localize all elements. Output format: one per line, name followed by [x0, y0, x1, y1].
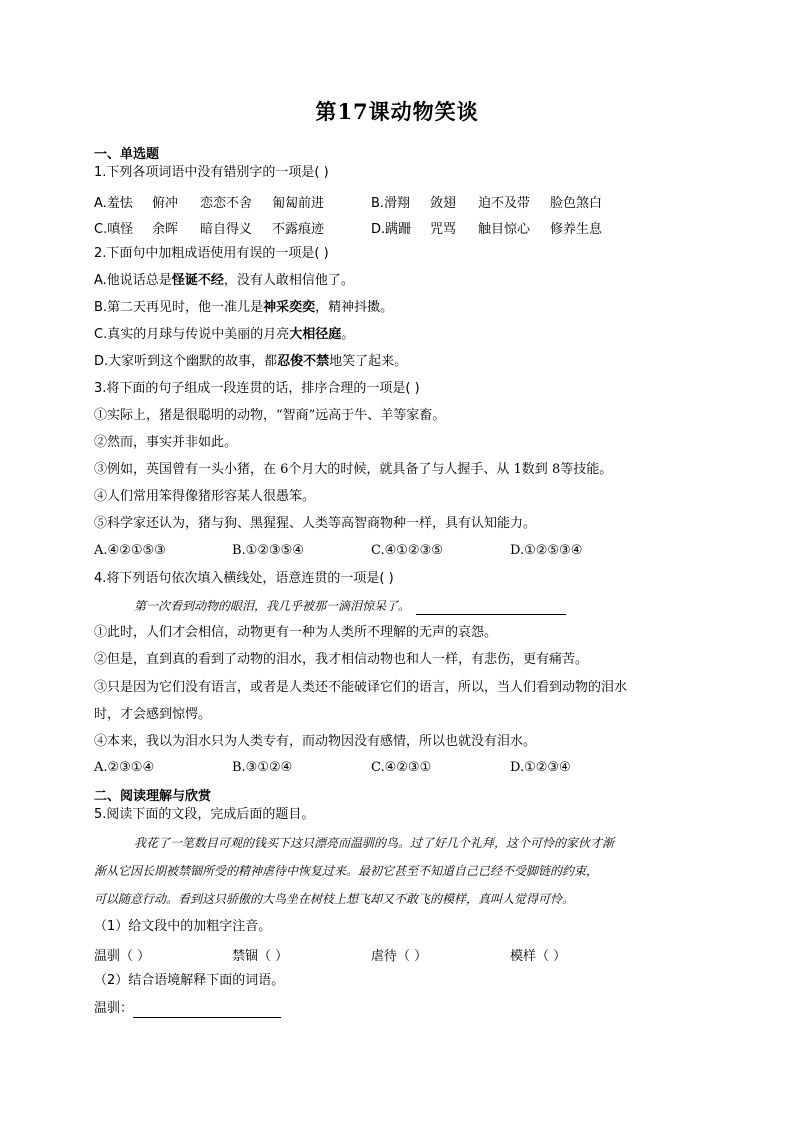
question-3-sentence-4: ④人们常用笨得像猪形容某人很愚笨。: [94, 489, 316, 504]
bold-idiom: 怪诞不经: [171, 273, 224, 288]
pinyin-items: [94, 945, 714, 963]
option-text: 触目惊心: [478, 222, 531, 237]
question-3-stem: 3.将下面的句子组成一段连贯的话，排序合理的一项是( ): [94, 381, 420, 396]
question-4-stem: 4.将下列语句依次填入横线处，语意连贯的一项是( ): [94, 571, 394, 586]
option-text: 不露痕迹: [272, 222, 325, 237]
option-text: 余晖: [152, 222, 179, 237]
sub-question-2: （2）结合语境解释下面的词语。: [94, 973, 285, 988]
question-3-options: [94, 543, 714, 561]
option-text: 暗自得义: [200, 222, 253, 237]
pinyin-item: 温驯（ ）: [94, 949, 151, 964]
pinyin-item: 禁锢（ ）: [232, 949, 289, 964]
option-text: A.④②①⑤③: [94, 543, 166, 558]
option-suffix: 。: [341, 327, 355, 342]
section-heading-single-choice: 一、单选题: [94, 147, 160, 162]
passage-line-2: 渐从它因长期被禁锢所受的精神虐待中恢复过来。最初它甚至不知道自己已经不受脚链的约束，: [94, 864, 599, 878]
option-text: B.③①②④: [232, 760, 293, 775]
option-text: A.②③①④: [94, 760, 155, 775]
option-text: C.④①②③⑤: [371, 543, 443, 558]
page-title: 第17课动物笑谈: [315, 99, 479, 124]
question-4-sentence-3-cont: 时，才会感到惊愕。: [94, 707, 212, 722]
option-text: 匍匐前进: [272, 196, 325, 211]
lead-text: 第一次看到动物的眼泪，我几乎被那一滴泪惊呆了。: [134, 599, 411, 613]
bold-idiom: 忍俊不禁: [277, 354, 330, 369]
question-1-options-cd: [94, 218, 714, 236]
option-suffix: ，精神抖擞。: [315, 300, 394, 315]
section-heading-reading: 二、阅读理解与欣赏: [94, 789, 212, 804]
question-4-sentence-2: ②但是，直到真的看到了动物的泪水，我才相信动物也和人一样，有悲伤，更有痛苦。: [94, 652, 589, 667]
option-text: 修养生息: [550, 222, 603, 237]
option-prefix: B.第二天再见时，他一准儿是: [94, 300, 264, 315]
option-text: D.①②③④: [510, 760, 571, 775]
answer-blank: [133, 1003, 281, 1018]
option-suffix: ，没有人敢相信他了。: [223, 273, 354, 288]
question-3-sentence-3: ③例如，英国曾有一头小猪，在 6个月大的时候，就具备了与人握手、从 1数到 8等技能。: [94, 462, 613, 477]
option-text: 脸色煞白: [550, 196, 603, 211]
question-4-lead-sentence: [134, 597, 566, 615]
option-text: D.①②⑤③④: [510, 543, 583, 558]
question-3-sentence-1: ①实际上，猪是很聪明的动物，“智商”远高于牛、羊等家畜。: [94, 408, 446, 423]
sub-question-1: （1）给文段中的加粗字注音。: [94, 919, 272, 934]
option-text: A.羞怯: [94, 196, 133, 211]
passage-line-3: 可以随意行动。看到这只骄傲的大鸟坐在树枝上想飞却又不敢飞的模样，真叫人觉得可怜。: [94, 892, 575, 906]
question-2-option-d: [94, 353, 407, 371]
option-prefix: D.大家听到这个幽默的故事，都: [94, 354, 278, 369]
question-4-options: [94, 760, 714, 778]
question-3-sentence-2: ②然而，事实并非如此。: [94, 435, 238, 450]
answer-blank: [416, 600, 566, 615]
option-text: 咒骂: [430, 222, 457, 237]
question-2-stem: 2.下面句中加粗成语使用有误的一项是( ): [94, 246, 329, 261]
passage-line-1: 我花了一笔数目可观的钱买下这只漂亮而温驯的鸟。过了好几个礼拜，这个可怜的家伙才渐: [134, 836, 615, 850]
option-text: B.①②③⑤④: [232, 543, 304, 558]
question-2-option-c: [94, 326, 354, 344]
question-5-stem: 5.阅读下面的文段，完成后面的题目。: [94, 807, 315, 822]
option-prefix: A.他说话总是: [94, 273, 172, 288]
option-suffix: 地笑了起来。: [329, 354, 408, 369]
question-1-options-ab: [94, 192, 714, 210]
option-text: D.蹒跚: [371, 222, 412, 237]
option-text: 迫不及带: [478, 196, 531, 211]
option-text: C.④②③①: [371, 760, 432, 775]
question-4-sentence-1: ①此时，人们才会相信，动物更有一种为人类所不理解的无声的哀怨。: [94, 625, 498, 640]
pinyin-item: 虐待（ ）: [371, 949, 428, 964]
question-4-sentence-4: ④本来，我以为泪水只为人类专有，而动物因没有感情，所以也就没有泪水。: [94, 734, 537, 749]
option-text: 敛翅: [430, 196, 457, 211]
explain-item: [94, 1000, 281, 1018]
option-text: C.嗔怪: [94, 222, 134, 237]
question-4-sentence-3: ③只是因为它们没有语言，或者是人类还不能破译它们的语言，所以，当人们看到动物的泪水: [94, 680, 628, 695]
option-text: 恋恋不舍: [200, 196, 253, 211]
question-1-stem: 1.下列各项词语中没有错别字的一项是( ): [94, 165, 329, 180]
explain-label: 温驯：: [94, 1001, 134, 1016]
question-2-option-b: [94, 299, 393, 317]
option-prefix: C.真实的月球与传说中美丽的月亮: [94, 327, 290, 342]
option-text: 俯冲: [152, 196, 179, 211]
bold-idiom: 大相径庭: [289, 327, 342, 342]
option-text: B.滑翔: [371, 196, 411, 211]
question-2-option-a: [94, 272, 354, 290]
question-3-sentence-5: ⑤科学家还认为，猪与狗、黑猩猩、人类等高智商物种一样，具有认知能力。: [94, 516, 537, 531]
bold-idiom: 神采奕奕: [263, 300, 316, 315]
pinyin-item: 模样（ ）: [510, 949, 567, 964]
